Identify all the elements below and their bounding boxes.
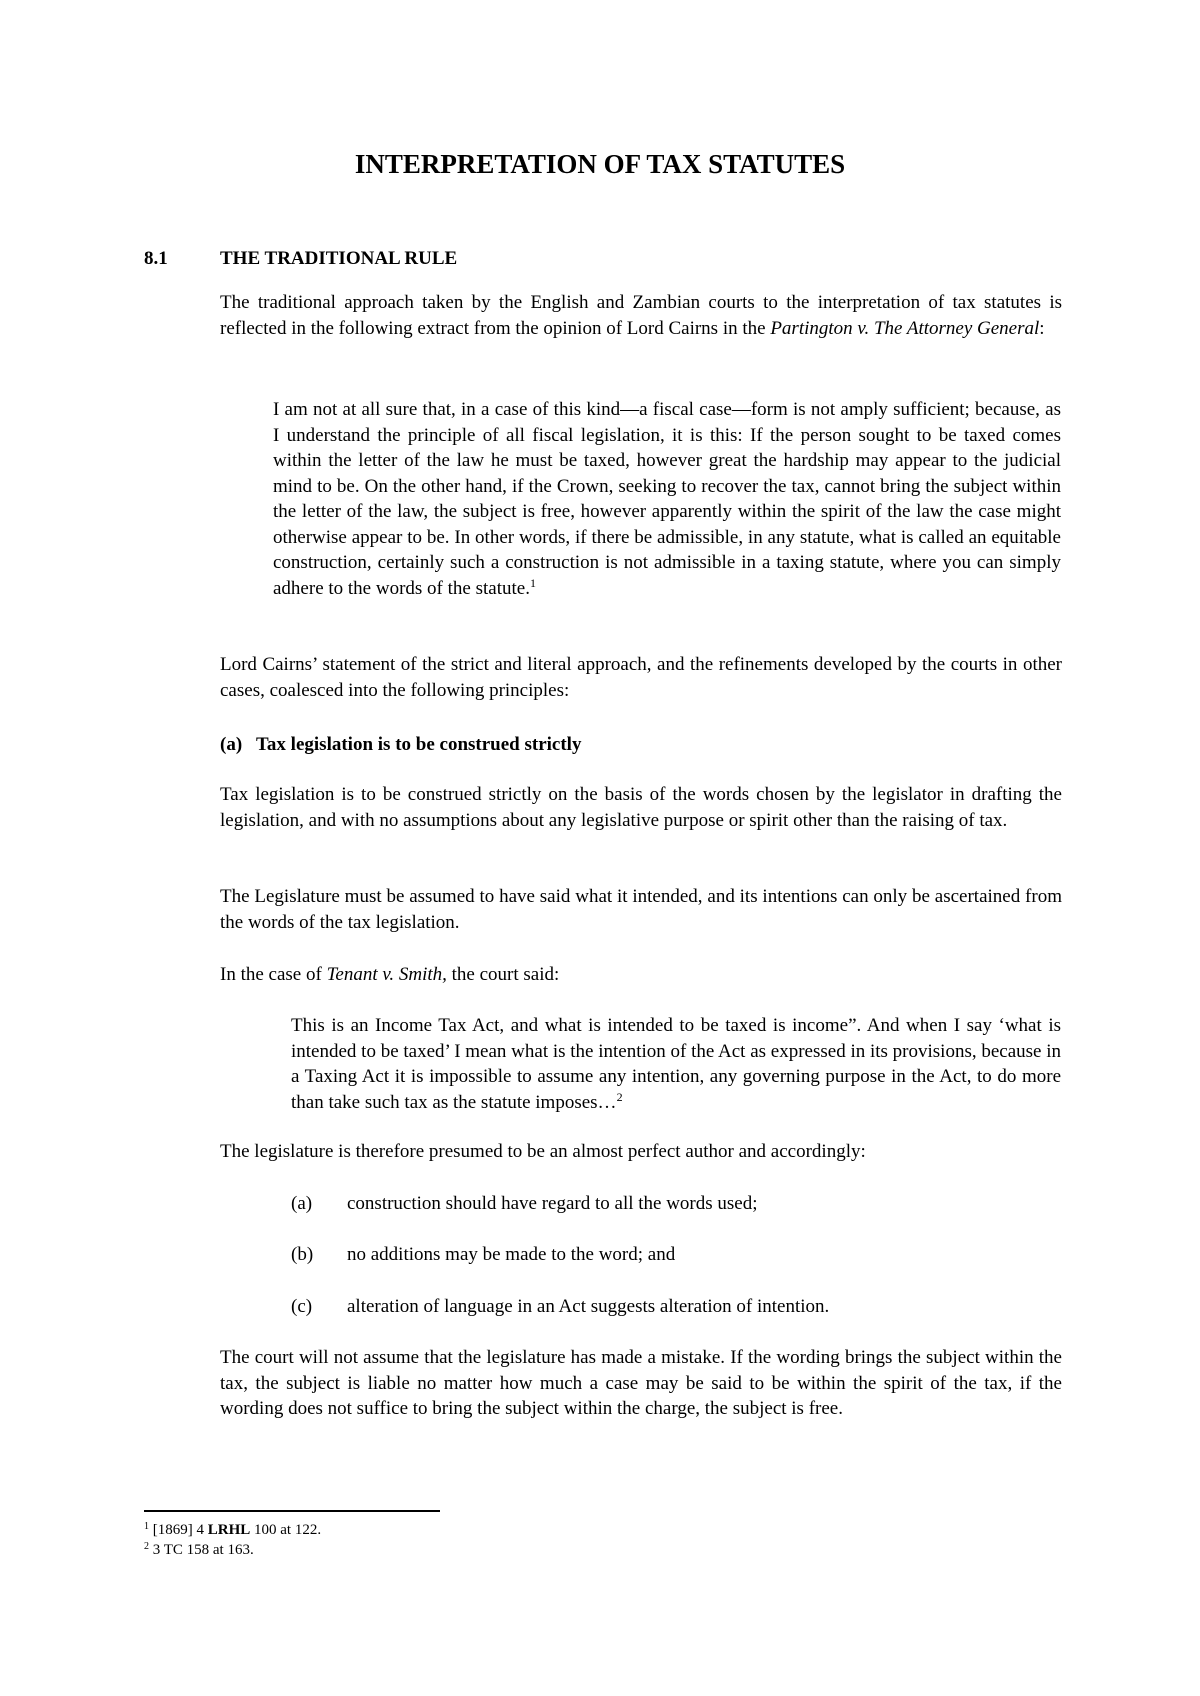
footnote-marker: 1 — [144, 1521, 149, 1532]
list-text: construction should have regard to all the words used; — [347, 1193, 758, 1214]
subheading-a — [220, 732, 1062, 758]
tenant-quote — [291, 1013, 1061, 1115]
subheading-a-label: (a) — [220, 734, 243, 755]
footnote-ref-2: 2 — [616, 1089, 623, 1104]
footnote-divider — [144, 1510, 440, 1512]
list-text: no additions may be made to the word; and — [347, 1244, 676, 1265]
list-item — [291, 1242, 1061, 1268]
list-text: alteration of language in an Act suggests alteration of intention. — [347, 1296, 830, 1317]
author-paragraph: The legislature is therefore presumed to be an almost perfect author and accordingly: — [220, 1141, 866, 1162]
intro-suffix: : — [1039, 317, 1045, 339]
section-number: 8.1 — [144, 248, 168, 269]
list-marker: (a) — [291, 1193, 313, 1214]
intro-paragraph — [220, 290, 1062, 341]
list-marker: (b) — [291, 1244, 314, 1265]
footnote-bold-text: LRHL — [207, 1522, 251, 1538]
list-item — [291, 1294, 1061, 1320]
tenant-case-name: Tenant v. Smith, — [326, 964, 447, 985]
legislature-paragraph: The Legislature must be assumed to have said what it intended, and its intentions can only be ascertained from the words of the tax legislation. — [220, 886, 1062, 933]
section-heading — [144, 246, 1064, 271]
tenant-quote-text: This is an Income Tax Act, and what is intended to be taxed is income”. And when I say ‘what is intended to be taxed’ I mean what is the intention of the Act as expressed in its provisions, because in a Taxing Act it is impossible to assume any intention, any governing purpose in the Act, to do more than take such tax as the statute imposes… — [291, 1015, 1062, 1113]
strict-paragraph: Tax legislation is to be construed strictly on the basis of the words chosen by the legislator in drafting the legislation, and with no assumptions about any legislative purpose or spirit other than the raising of tax. — [220, 784, 1062, 831]
footnote-text: [1869] 4 — [149, 1522, 208, 1538]
section-title: THE TRADITIONAL RULE — [220, 248, 458, 269]
footnote-2 — [144, 1541, 254, 1560]
subheading-a-text: Tax legislation is to be construed strictly — [256, 734, 582, 755]
tenant-paragraph — [220, 962, 1062, 988]
intro-text: The traditional approach taken by the English and Zambian courts to the interpretation of tax statutes is reflected in the following extract from the opinion of Lord Cairns in the — [220, 292, 1062, 339]
tenant-suffix: the court said: — [446, 964, 560, 985]
tenant-prefix: In the case of — [220, 964, 327, 985]
footnote-marker: 2 — [144, 1541, 149, 1552]
footnote-text: 3 TC 158 at 163. — [149, 1542, 254, 1558]
list-item — [291, 1191, 1061, 1217]
cairns-quote — [273, 397, 1061, 601]
mistake-paragraph: The court will not assume that the legislature has made a mistake. If the wording brings the subject within the tax, the subject is liable no matter how much a case may be said to be within the spirit of the tax, if the wording does not suffice to bring the subject within the charge, the subject is free. — [220, 1347, 1062, 1419]
intro-case-name: Partington v. The Attorney General — [770, 317, 1040, 339]
document-title: INTERPRETATION OF TAX STATUTES — [354, 149, 846, 179]
list-marker: (c) — [291, 1296, 313, 1317]
footnote-text-end: 100 at 122. — [250, 1522, 322, 1538]
footnote-ref-1: 1 — [529, 575, 536, 590]
footnote-1 — [144, 1521, 321, 1540]
principles-paragraph: Lord Cairns’ statement of the strict and literal approach, and the refinements developed by the courts in other cases, coalesced into the following principles: — [220, 654, 1062, 701]
cairns-quote-text: I am not at all sure that, in a case of this kind—a fiscal case—form is not amply sufficient; because, as I understand the principle of all fiscal legislation, it is this: If the person sought to be taxed comes within the letter of the law he must be taxed, however great the hardship may appear to the judicial mind to be. On the other hand, if the Crown, seeking to recover the tax, cannot bring the subject within the letter of the law, the subject is free, however apparently within the spirit of the law the case might otherwise appear to be. In other words, if there be admissible, in any statute, what is called an equitable construction, certainly such a construction is not admissible in a taxing statute, where you can simply adhere to the words of the statute. — [273, 399, 1061, 599]
